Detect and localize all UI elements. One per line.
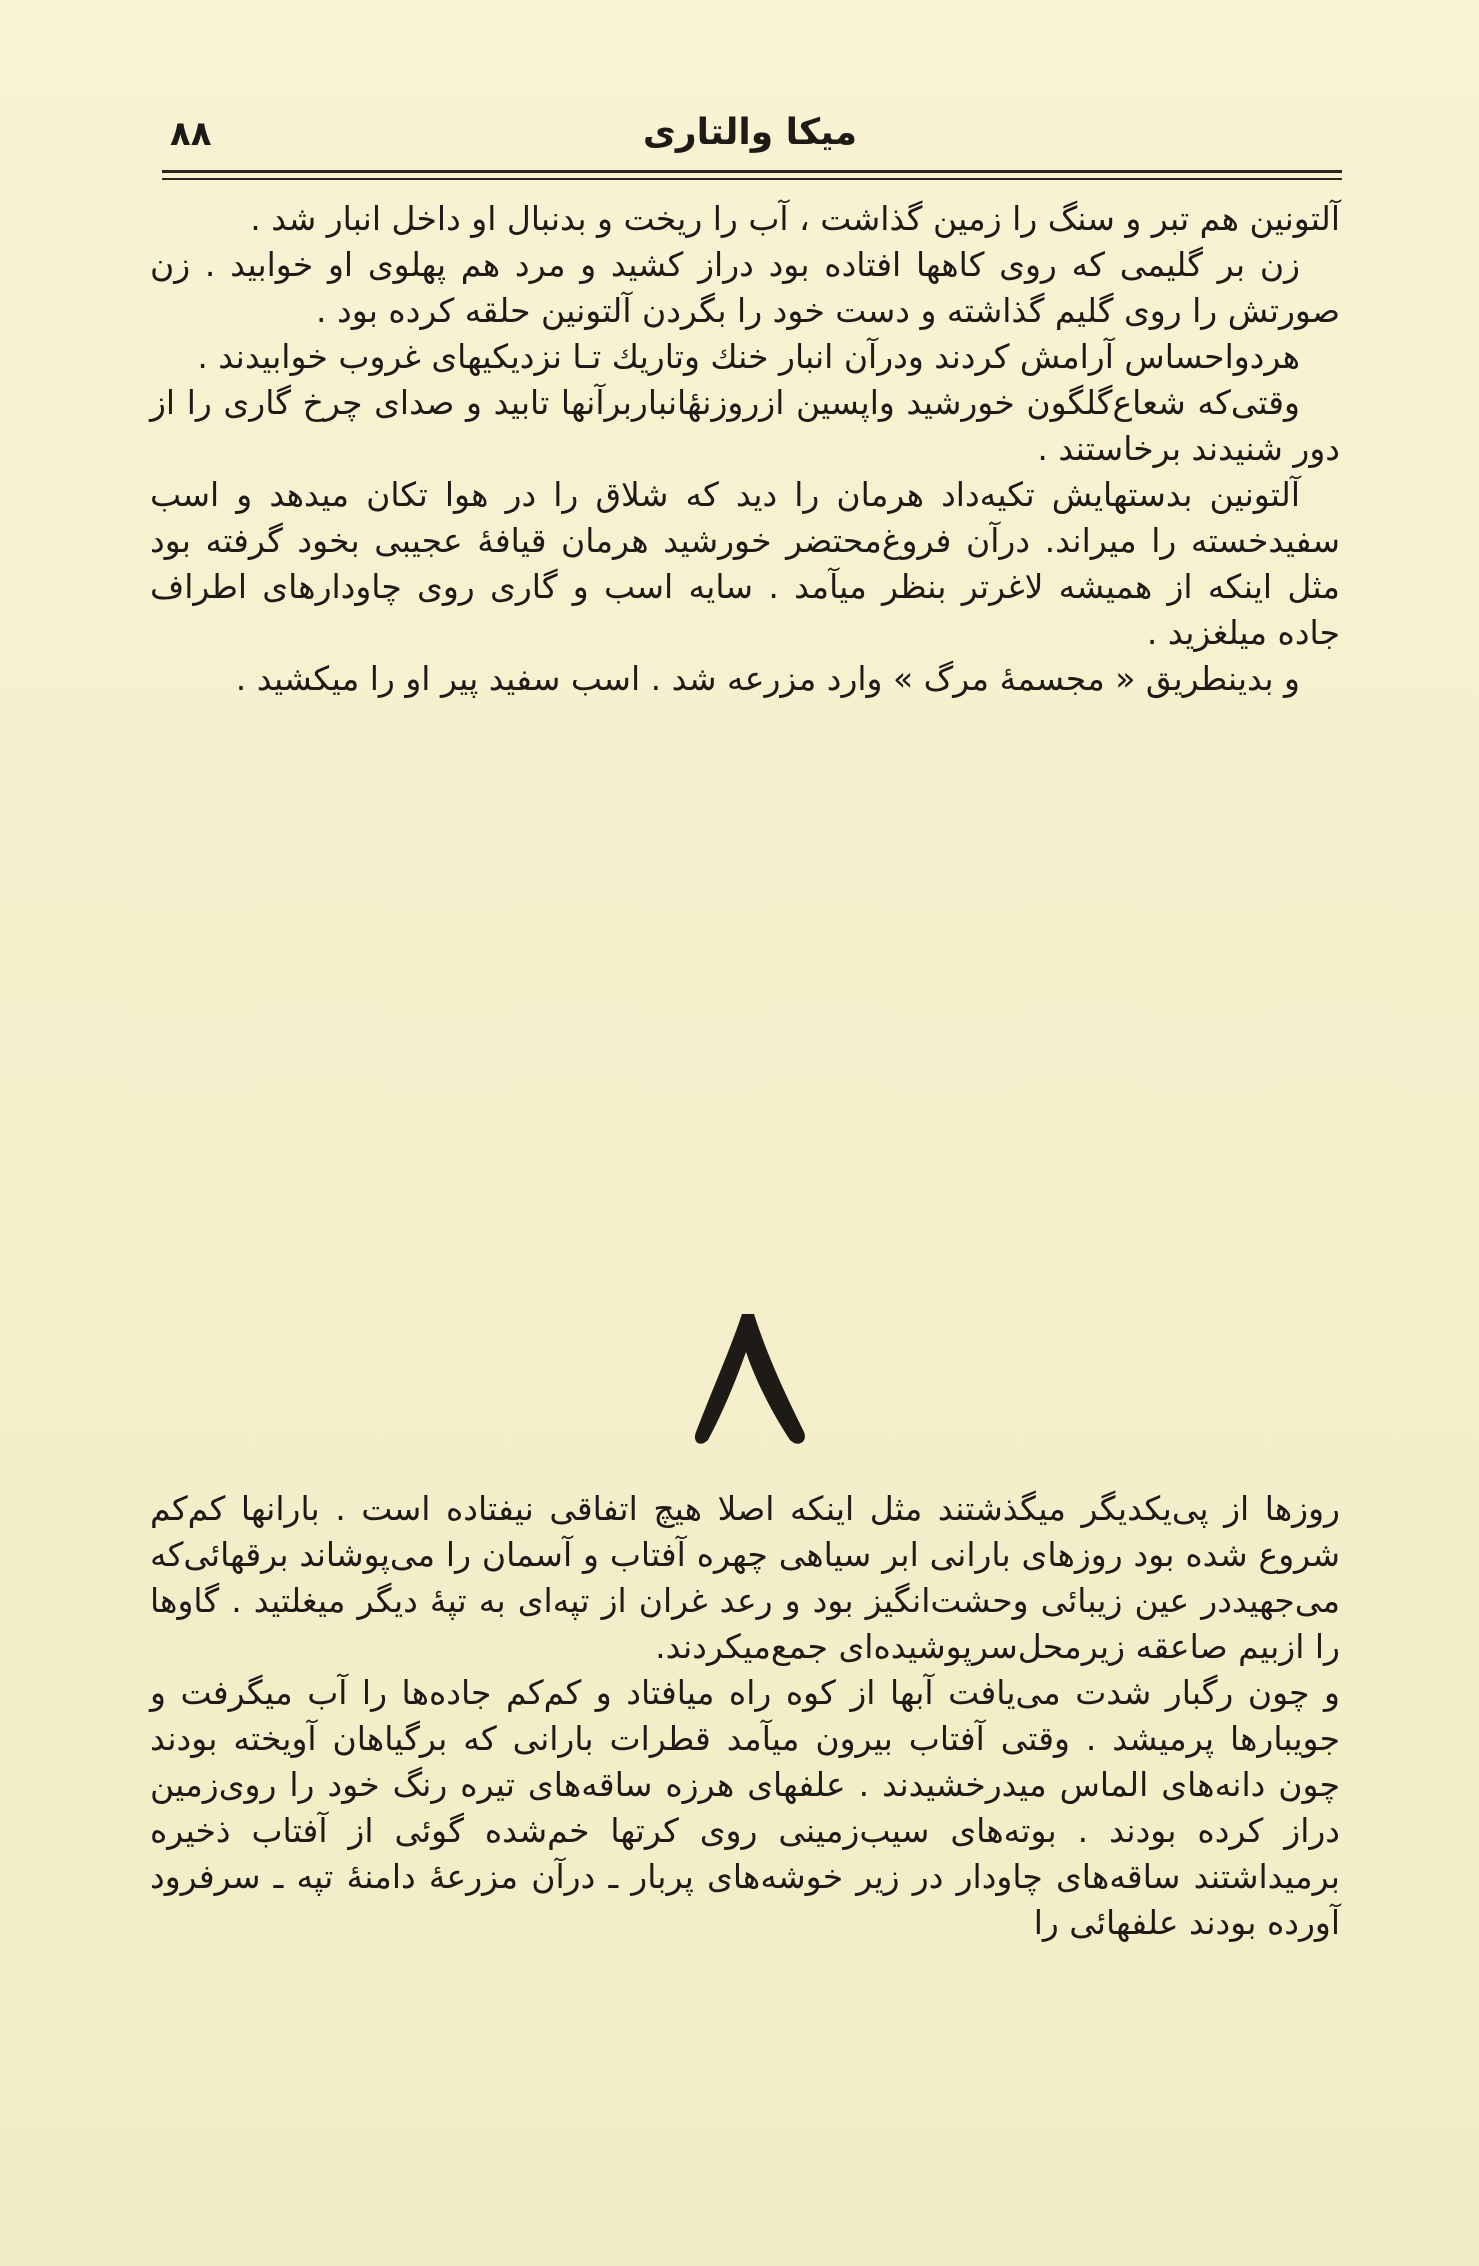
section-1-text: [150, 196, 1340, 702]
section-2-text: [150, 1486, 1340, 1946]
paragraph: هردواحساس آرامش کردند ودرآن انبار خنك وتاريك تـا نزدیکیهای غروب خوابیدند .: [197, 337, 1300, 376]
header-rule-thick: [162, 170, 1342, 173]
paragraph: و چون رگبار شدت می‌یافت آبها از کوه راه میافتاد و کم‌کم جاده‌ها را آب میگرفت و جویبارها پرمیشد . وقتی آفتاب بیرون میآمد قطرات بارانی که برگیاهان آویخته بودند چون دانه‌های الماس میدرخشیدند . علفهای هرزه ساقه‌های تیره رنگ خود را روی‌زمین دراز کرده بودند . بوته‌های سیب‌زمینی روی کرتها خم‌شده گوئی از آفتاب ذخیره برمیداشتند ساقه‌های چاودار در زیر خوشه‌های پربار ـ درآن مزرعهٔ دامنهٔ تپه ـ سرفرود آورده بودند علفهائی را: [150, 1673, 1340, 1942]
paragraph: آلتونین بدستهایش تکیه‌داد هرمان را دید که شلاق را در هوا تکان میدهد و اسب سفیدخسته را میراند. درآن فروغ‌محتضر خورشید هرمان قیافهٔ عجیبی بخود گرفته بود مثل اینکه از همیشه لاغرتر بنظر میآمد . سایه اسب و گاری روی چاودارهای اطراف جاده میلغزید .: [150, 475, 1340, 652]
paragraph: زن بر گلیمی که روی کاهها افتاده بود دراز کشید و مرد هم پهلوی او خوابید . زن صورتش را روی گلیم گذاشته و دست خود را بگردن آلتونین حلقه کرده بود .: [150, 245, 1340, 330]
paragraph: وقتی‌که شعاع‌گلگون خورشید واپسین ازروزنهٔانبار‌برآنها تابید و صدای چرخ گاری را از دور شنیدند برخاستند .: [150, 383, 1340, 468]
paragraph: و بدینطریق « مجسمهٔ مرگ » وارد مزرعه شد . اسب سفید پیر او را میکشید .: [235, 659, 1300, 698]
page-number: ۸۸: [170, 114, 212, 154]
paragraph: آلتونین هم تبر و سنگ را زمین گذاشت ، آب را ریخت و بدنبال او داخل انبار شد .: [250, 199, 1340, 238]
running-title: میکا والتاری: [642, 112, 858, 153]
header-rule-thin: [162, 178, 1342, 180]
paragraph: روزها از پی‌یکدیگر میگذشتند مثل اینکه اصلا هیچ اتفاقی نیفتاده است . بارانها کم‌کم شروع شده بود روزهای بارانی ابر سیاهی چهره آفتاب و آسمان را می‌پوشاند برقهائی‌که می‌جهیددر عین زیبائی وحشت‌انگیز بود و رعد غران از تپه‌ای به تپهٔ دیگر میغلتید . گاوها را ازبیم صاعقه زیرمحل‌سرپوشیده‌ای جمع‌میکردند.: [150, 1489, 1340, 1666]
chapter-number-glyph: [690, 1310, 810, 1450]
chapter-number: [690, 1310, 810, 1450]
page-header: [160, 108, 1340, 168]
